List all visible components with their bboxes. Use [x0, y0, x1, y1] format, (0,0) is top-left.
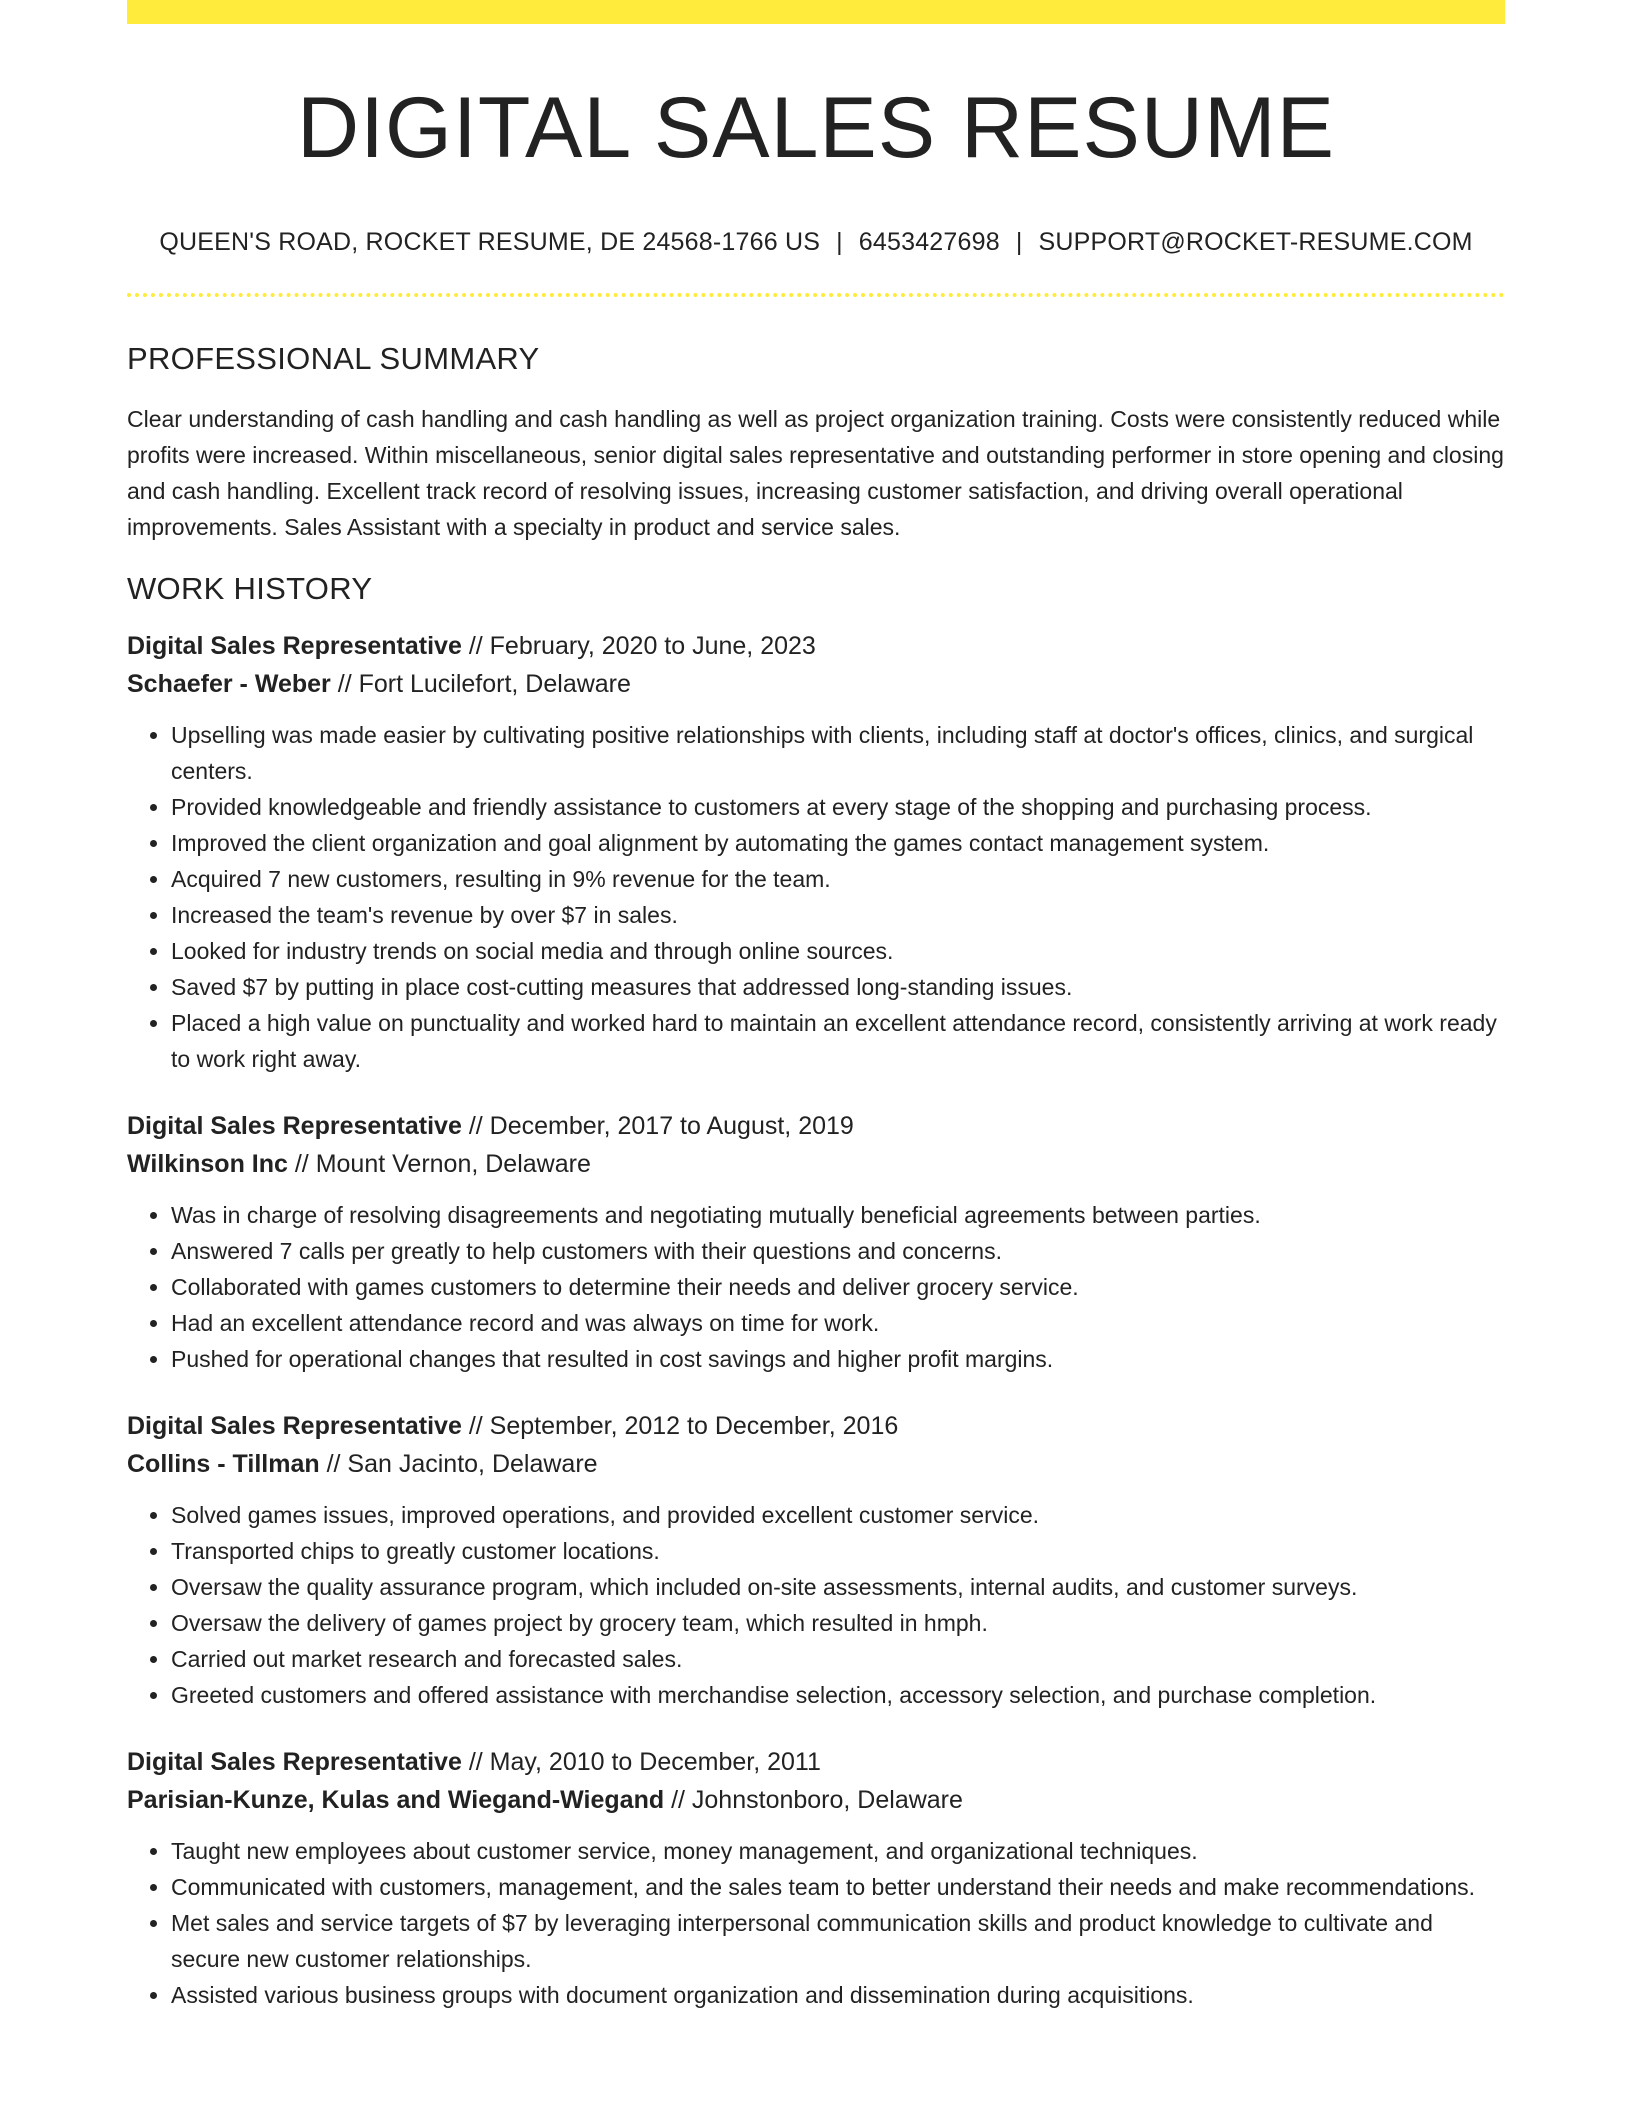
page-title: DIGITAL SALES RESUME [297, 80, 1335, 176]
job-bullets [127, 1497, 1505, 1713]
job-company: Parisian-Kunze, Kulas and Wiegand-Wiegand [127, 1785, 665, 1814]
list-item: • Answered 7 calls per greatly to help customers with their questions and concerns. [171, 1233, 1505, 1269]
job-title-line [127, 627, 1505, 665]
contact-separator: | [836, 227, 843, 256]
summary-text: Clear understanding of cash handling and cash handling as well as project organization training. Costs were consistently reduced while profits were increased. Within miscellaneous, senior digital sales representative and outstanding performer in store opening and closing and cash handling. Excellent track record of resolving issues, increasing customer satisfaction, and driving overall operational improvements. Sales Assistant with a specialty in product and service sales. [127, 405, 1504, 540]
list-item: • Upselling was made easier by cultivating positive relationships with clients, including staff at doctor's offices, clinics, and surgical centers. [171, 717, 1505, 789]
job-location: // San Jacinto, Delaware [319, 1449, 598, 1478]
list-item: • Collaborated with games customers to determine their needs and deliver grocery service. [171, 1269, 1505, 1305]
job-dates: // May, 2010 to December, 2011 [461, 1747, 821, 1776]
summary-heading: PROFESSIONAL SUMMARY [127, 340, 540, 376]
job-bullets [127, 717, 1505, 1077]
resume-page [127, 0, 1505, 2013]
contact-line [127, 228, 1505, 257]
job-company-line [127, 1145, 1505, 1183]
list-item: • Placed a high value on punctuality and worked hard to maintain an excellent attendance record, consistently arriving at work ready to work right away. [171, 1005, 1505, 1077]
list-item: • Taught new employees about customer service, money management, and organizational techniques. [171, 1833, 1505, 1869]
list-item: • Improved the client organization and goal alignment by automating the games contact management system. [171, 825, 1505, 861]
job-entry [127, 1407, 1505, 1713]
list-item: • Provided knowledgeable and friendly assistance to customers at every stage of the shopping and purchasing process. [171, 789, 1505, 825]
work-history-heading: WORK HISTORY [127, 570, 373, 606]
job-bullets [127, 1197, 1505, 1377]
job-dates: // December, 2017 to August, 2019 [461, 1111, 854, 1140]
contact-address: QUEEN'S ROAD, ROCKET RESUME, DE 24568-1766 US [159, 227, 821, 256]
contact-phone: 6453427698 [858, 227, 1000, 256]
job-entry [127, 627, 1505, 1077]
contact-separator: | [1015, 227, 1023, 256]
job-company-line [127, 665, 1505, 703]
job-dates: // September, 2012 to December, 2016 [461, 1411, 899, 1440]
job-bullets [127, 1833, 1505, 2013]
job-title-line [127, 1107, 1505, 1145]
job-title-line [127, 1743, 1505, 1781]
list-item: • Oversaw the delivery of games project by grocery team, which resulted in hmph. [171, 1605, 1505, 1641]
job-title: Digital Sales Representative [127, 631, 462, 660]
list-item: • Saved $7 by putting in place cost-cutting measures that addressed long-standing issues. [171, 969, 1505, 1005]
list-item: • Oversaw the quality assurance program, which included on-site assessments, internal audits, and customer surveys. [171, 1569, 1505, 1605]
job-entry [127, 1107, 1505, 1377]
job-entry [127, 1743, 1505, 2013]
list-item: • Looked for industry trends on social media and through online sources. [171, 933, 1505, 969]
job-title-line [127, 1407, 1505, 1445]
job-title: Digital Sales Representative [127, 1411, 462, 1440]
contact-email: SUPPORT@ROCKET-RESUME.COM [1038, 227, 1473, 256]
list-item: • Carried out market research and forecasted sales. [171, 1641, 1505, 1677]
list-item: • Acquired 7 new customers, resulting in 9% revenue for the team. [171, 861, 1505, 897]
list-item: • Transported chips to greatly customer locations. [171, 1533, 1505, 1569]
list-item: • Pushed for operational changes that resulted in cost savings and higher profit margins. [171, 1341, 1505, 1377]
job-company: Schaefer - Weber [127, 669, 331, 698]
list-item: • Solved games issues, improved operations, and provided excellent customer service. [171, 1497, 1505, 1533]
job-company: Wilkinson Inc [127, 1149, 288, 1178]
job-company-line [127, 1445, 1505, 1483]
list-item: • Communicated with customers, management, and the sales team to better understand their needs and make recommendations. [171, 1869, 1505, 1905]
list-item: • Met sales and service targets of $7 by leveraging interpersonal communication skills and product knowledge to cultivate and secure new customer relationships. [171, 1905, 1505, 1977]
job-location: // Fort Lucilefort, Delaware [330, 669, 631, 698]
header-divider [127, 293, 1505, 297]
list-item: • Assisted various business groups with document organization and dissemination during acquisitions. [171, 1977, 1505, 2013]
job-company-line [127, 1781, 1505, 1819]
job-location: // Johnstonboro, Delaware [664, 1785, 963, 1814]
list-item: • Was in charge of resolving disagreements and negotiating mutually beneficial agreements between parties. [171, 1197, 1505, 1233]
list-item: • Increased the team's revenue by over $7 in sales. [171, 897, 1505, 933]
job-company: Collins - Tillman [127, 1449, 320, 1478]
job-location: // Mount Vernon, Delaware [287, 1149, 591, 1178]
list-item: • Greeted customers and offered assistance with merchandise selection, accessory selection, and purchase completion. [171, 1677, 1505, 1713]
job-title: Digital Sales Representative [127, 1111, 462, 1140]
top-accent-bar [127, 0, 1505, 24]
job-title: Digital Sales Representative [127, 1747, 462, 1776]
job-dates: // February, 2020 to June, 2023 [461, 631, 816, 660]
list-item: • Had an excellent attendance record and was always on time for work. [171, 1305, 1505, 1341]
